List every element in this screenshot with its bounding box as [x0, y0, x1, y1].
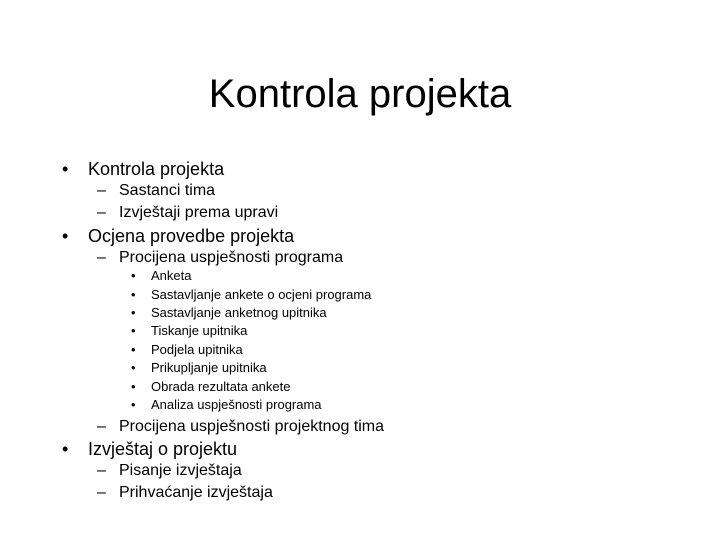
bullet-text: Pisanje izvještaja — [119, 462, 242, 479]
bullet-marker: • — [62, 439, 69, 459]
bullet-text: Prikupljanje upitnika — [151, 360, 267, 375]
bullet-text: Tiskanje upitnika — [151, 323, 248, 338]
bullet-marker: • — [131, 360, 136, 375]
bullet-marker: • — [131, 379, 136, 394]
dash-marker: – — [97, 484, 106, 501]
dash-marker: – — [97, 462, 106, 479]
dash-marker: – — [97, 182, 106, 199]
bullet-text: Ocjena provedbe projekta — [88, 226, 295, 246]
bullet-marker: • — [131, 268, 136, 283]
bullet-text: Procijena uspješnosti projektnog tima — [119, 418, 385, 435]
bullet-text: Izvještaj o projektu — [88, 439, 238, 459]
dash-marker: – — [97, 204, 106, 221]
bullet-text: Sastanci tima — [119, 182, 216, 199]
bullet-text: Kontrola projekta — [88, 159, 225, 179]
bullet-text: Analiza uspješnosti programa — [151, 397, 322, 412]
bullet-marker: • — [131, 287, 136, 302]
bullet-text: Sastavljanje anketnog upitnika — [151, 305, 327, 320]
bullet-marker: • — [131, 397, 136, 412]
bullet-marker: • — [62, 159, 69, 179]
dash-marker: – — [97, 418, 106, 435]
bullet-text: Prihvaćanje izvještaja — [119, 484, 273, 501]
bullet-marker: • — [131, 305, 136, 320]
bullet-marker: • — [62, 226, 69, 246]
bullet-text: Izvještaji prema upravi — [119, 204, 279, 221]
dash-marker: – — [97, 249, 106, 266]
bullet-text: Sastavljanje ankete o ocjeni programa — [151, 287, 372, 302]
bullet-marker: • — [131, 342, 136, 357]
bullet-text: Podjela upitnika — [151, 342, 243, 357]
bullet-marker: • — [131, 323, 136, 338]
bullet-text: Anketa — [151, 268, 192, 283]
bullet-text: Obrada rezultata ankete — [151, 379, 291, 394]
slide-title: Kontrola projekta — [208, 72, 512, 116]
bullet-text: Procijena uspješnosti programa — [119, 249, 344, 266]
